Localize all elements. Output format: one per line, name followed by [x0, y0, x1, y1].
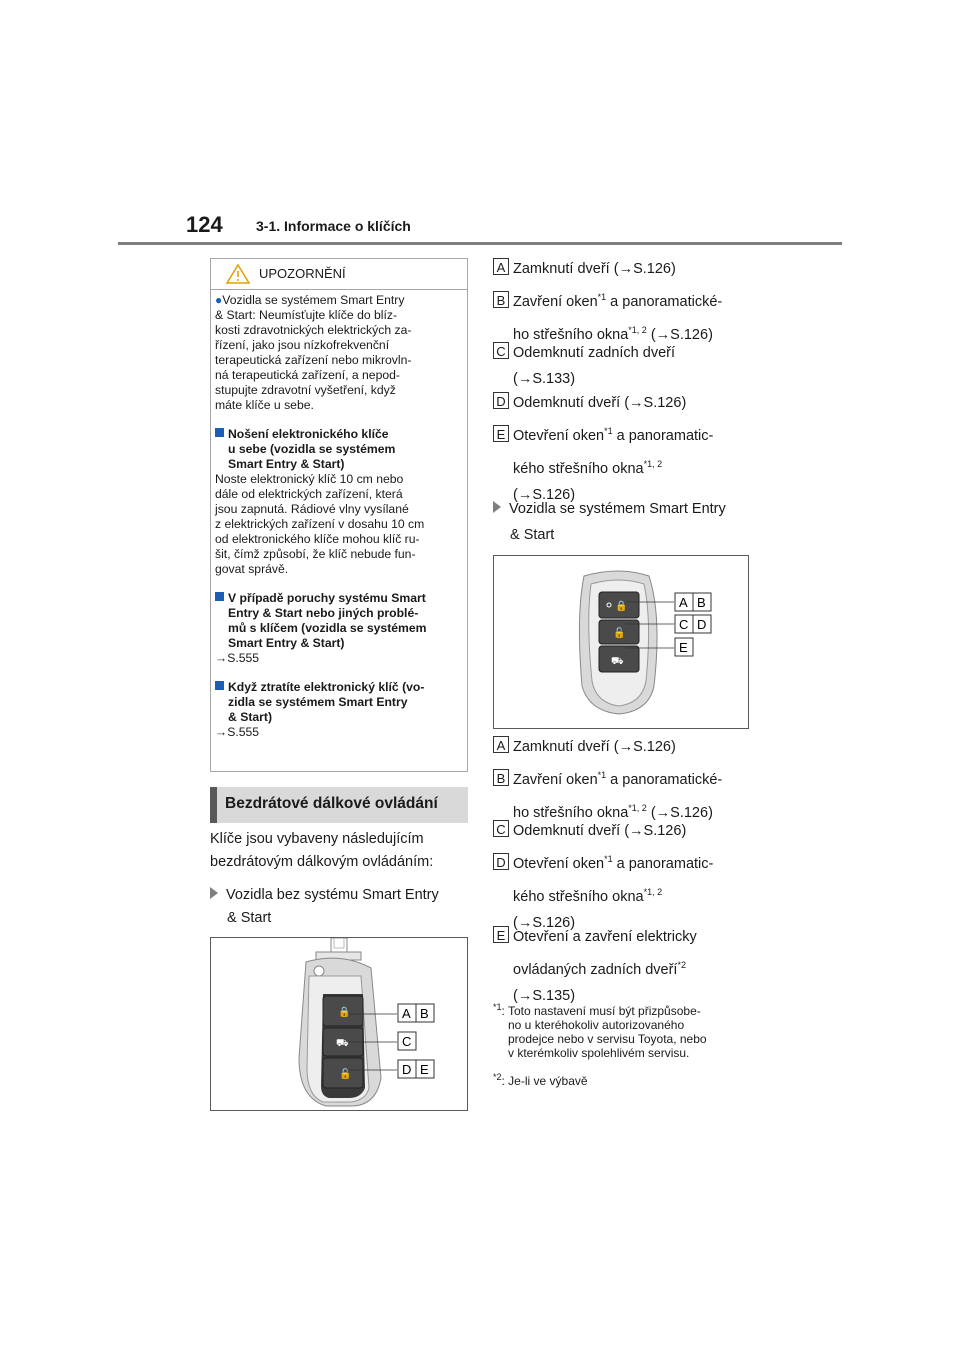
svg-text:🔒: 🔒 — [338, 1007, 351, 1018]
warning-para-3: V případě poruchy systému Smart Entry & Start nebo jiných problé- mů s klíčem (vozidla se systémem Smart Entry & Start) →S.555 — [215, 591, 427, 665]
arrow-icon: → — [215, 725, 228, 739]
warning-header — [211, 259, 467, 290]
callout-d: D — [697, 617, 707, 632]
list1-item-a: A Zamknutí dveří (→S.126) — [493, 256, 763, 282]
svg-text:⛟: ⛟ — [611, 656, 624, 667]
list1-item-e: E Otevření oken$^{*1}$ a panoramatic- kého střešního okna$^{*1, 2}$ (→S.126) — [493, 418, 763, 508]
callout-a: A — [679, 595, 688, 610]
header-rule — [118, 242, 842, 245]
warning-para-2: Nošení elektronického klíče u sebe (vozidla se systémem Smart Entry & Start) Noste elektronický klíč 10 cm nebo dále od elektrických zařízení, která jsou zapnutá. Rádiové vlny vysílané z elektrických zařízení v dosahu 10 cm od elektronického klíče mohou klíč ru- šit, čímž způsobí, že klíč nebude fun- govat správě. — [215, 427, 425, 576]
page-ref: S.555 — [227, 651, 260, 665]
svg-text:🔒: 🔒 — [615, 601, 628, 612]
footnote-2: $^{*2}$: Je-li ve výbavě — [493, 1072, 588, 1088]
warning-body — [215, 293, 463, 748]
page-ref: S.555 — [227, 725, 260, 739]
square-bullet-icon — [215, 592, 224, 601]
figure-flip-key — [210, 937, 468, 1111]
arrow-icon: → — [215, 651, 228, 665]
svg-text:🔓: 🔓 — [339, 1069, 352, 1080]
page-number: 124 — [186, 212, 223, 237]
warning-para-4: Když ztratíte elektronický klíč (vo- zidla se systémem Smart Entry & Start) →S.555 — [215, 680, 425, 739]
section-title: 3-1. Informace o klíčích — [256, 218, 411, 234]
square-bullet-icon — [215, 428, 224, 437]
callout-b: B — [420, 1006, 429, 1021]
triangle-bullet-icon — [493, 501, 501, 513]
callout-c: C — [402, 1034, 412, 1049]
svg-text:⛟: ⛟ — [336, 1038, 349, 1049]
callout-e: E — [679, 640, 688, 655]
list2-item-d: D Otevření oken$^{*1}$ a panoramatic- kého střešního okna$^{*1, 2}$ (→S.126) — [493, 846, 763, 936]
list2-item-b: B Zavření oken$^{*1}$ a panoramatické- ho střešního okna$^{*1, 2}$ (→S.126) — [493, 762, 763, 826]
list2-item-c: C Odemknutí dveří (→S.126) — [493, 818, 763, 844]
list2-item-a: A Zamknutí dveří (→S.126) — [493, 734, 763, 760]
callout-b: B — [697, 595, 706, 610]
list1-item-b: B Zavření oken$^{*1}$ a panoramatické- ho střešního okna$^{*1, 2}$ (→S.126) — [493, 284, 763, 348]
list1-item-c: C Odemknutí zadních dveří (→S.133) — [493, 340, 763, 392]
warning-box — [210, 258, 468, 772]
warning-para-1: ●Vozidla se systémem Smart Entry & Start: Neumísťujte klíče do blíz- kosti zdravotnických elektrických za- řízení, jako jsou nízkofrekvenční terapeutická zařízení nebo mikrovln- ná terapeutická zařízení, a nepod- stupujte zdravotní vyšetření, když máte klíče u sebe. — [215, 293, 412, 412]
triangle-bullet-icon — [210, 887, 218, 899]
warning-triangle-icon — [225, 263, 251, 285]
callout-e: E — [420, 1062, 429, 1077]
callout-d: D — [402, 1062, 412, 1077]
smart-key-illustration — [494, 556, 748, 728]
callout-c: C — [679, 617, 689, 632]
circle-bullet-icon: ● — [215, 293, 223, 307]
intro-text: Klíče jsou vybaveny následujícím bezdrátovým dálkovým ovládáním: Vozidla bez systému Smart Entry & Start — [210, 828, 468, 930]
list2-item-e: E Otevření a zavření elektricky ovládaných zadních dveří$^{*2}$ (→S.135) — [493, 924, 763, 1009]
figure-smart-key — [493, 555, 749, 729]
subheading-smart-entry: Vozidla se systémem Smart Entry & Start — [493, 496, 763, 548]
flip-key-illustration — [211, 938, 467, 1110]
warning-title: UPOZORNĚNÍ — [259, 266, 346, 281]
section-heading: Bezdrátové dálkové ovládání — [210, 787, 468, 823]
square-bullet-icon — [215, 681, 224, 690]
list1-item-d: D Odemknutí dveří (→S.126) — [493, 390, 763, 416]
footnote-1: $^{*1}$: Toto nastavení musí být přizpůsobe- no u kteréhokoliv autorizovaného prodejce nebo v servisu Toyota, nebo v kterémkoliv spolehlivém servisu. — [493, 1002, 707, 1060]
callout-a: A — [402, 1006, 411, 1021]
svg-text:🔓: 🔓 — [613, 628, 626, 639]
subheading-no-smart-entry: Vozidla bez systému Smart Entry & Start — [210, 884, 468, 930]
